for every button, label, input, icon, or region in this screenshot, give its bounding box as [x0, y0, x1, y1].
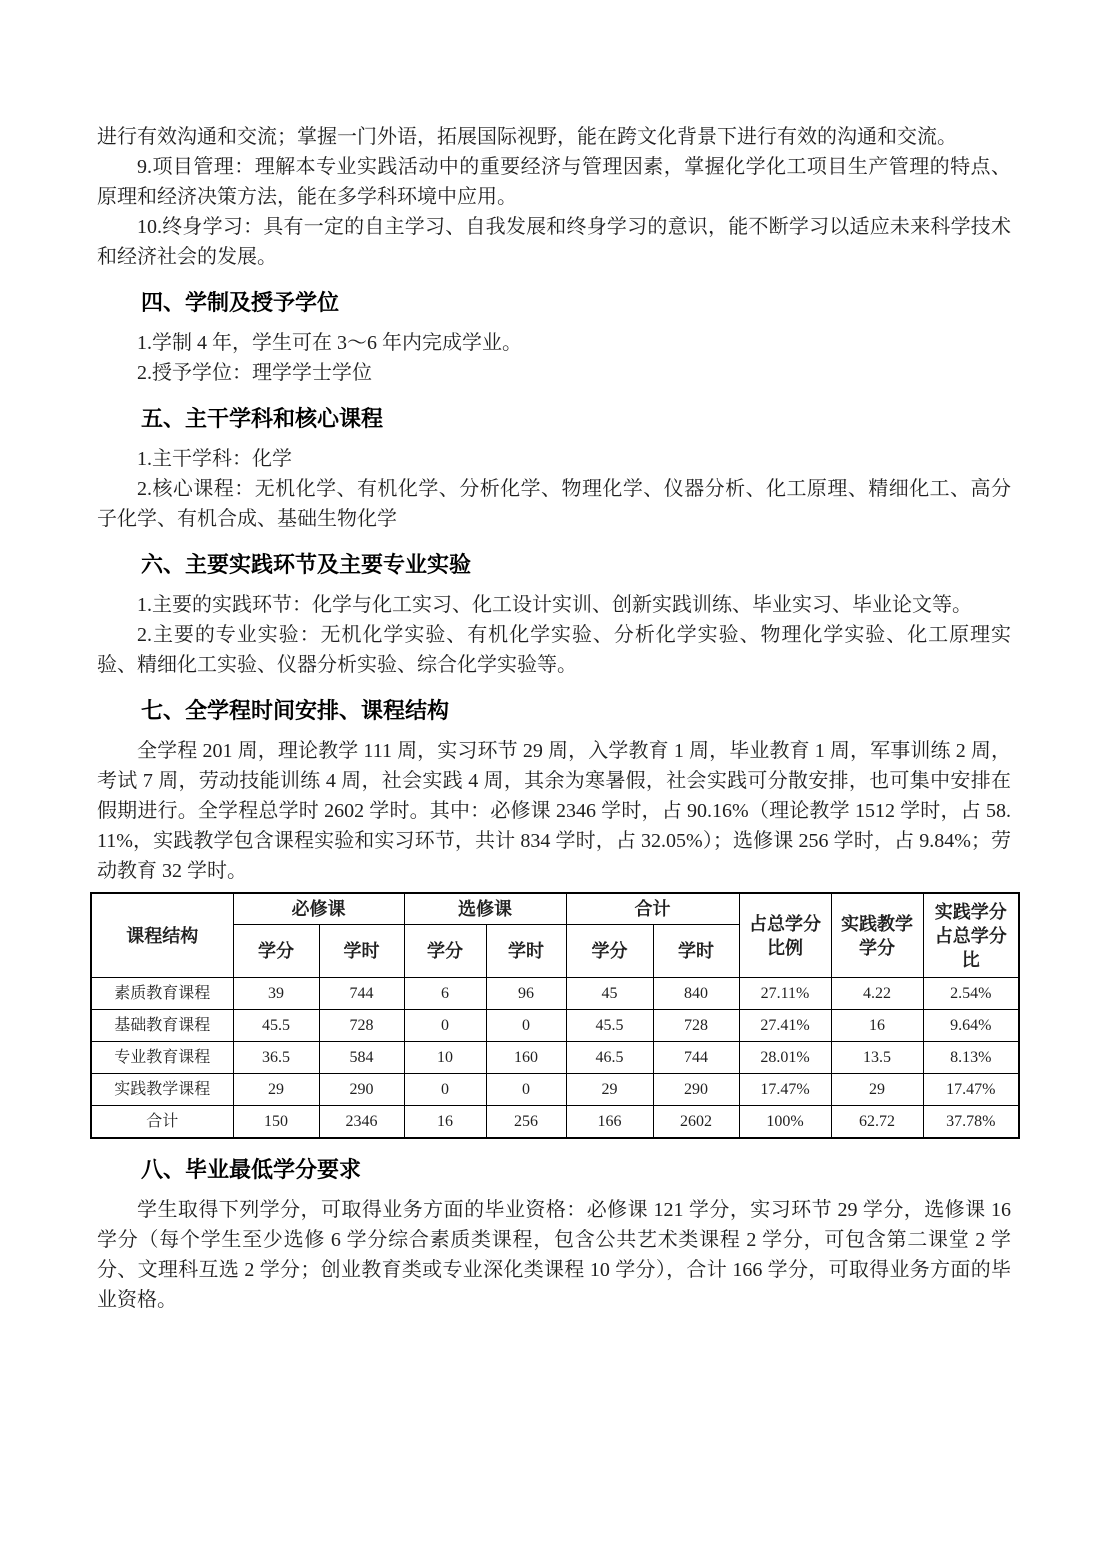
subheader-credits: 学分 — [566, 925, 653, 978]
table-cell: 840 — [653, 978, 739, 1010]
section-heading-6: 六、主要实践环节及主要专业实验 — [141, 552, 472, 577]
subheader-hours: 学时 — [319, 925, 404, 978]
table-cell: 96 — [486, 978, 566, 1010]
sec4-paragraph-2: 2.授予学位：理学学士学位 — [137, 362, 372, 384]
header-total: 合计 — [566, 893, 739, 925]
header-practice-credit-pct: 实践学分占总学分比 — [923, 893, 1019, 978]
header-required-courses: 必修课 — [233, 893, 404, 925]
table-cell: 45 — [566, 978, 653, 1010]
table-cell: 100% — [739, 1106, 831, 1139]
table-cell: 46.5 — [566, 1042, 653, 1074]
table-cell: 728 — [653, 1010, 739, 1042]
header-practice-teaching-credits: 实践教学学分 — [831, 893, 923, 978]
subheader-hours: 学时 — [653, 925, 739, 978]
row-label: 实践教学课程 — [91, 1074, 233, 1106]
table-row-total — [91, 1106, 1019, 1139]
table-cell: 13.5 — [831, 1042, 923, 1074]
table-row — [91, 1042, 1019, 1074]
table-cell: 62.72 — [831, 1106, 923, 1139]
table-cell: 584 — [319, 1042, 404, 1074]
body-paragraph-continuation: 进行有效沟通和交流；掌握一门外语，拓展国际视野，能在跨文化背景下进行有效的沟通和交流。 — [97, 126, 957, 148]
row-label: 合计 — [91, 1106, 233, 1139]
sec6-paragraph-1: 1.主要的实践环节：化学与化工实习、化工设计实训、创新实践训练、毕业实习、毕业论文等。 — [137, 594, 972, 616]
table-cell: 166 — [566, 1106, 653, 1139]
body-paragraph-item10: 10.终身学习：具有一定的自主学习、自我发展和终身学习的意识，能不断学习以适应未来科学技术和经济社会的发展。 — [97, 216, 1011, 268]
table-cell: 27.41% — [739, 1010, 831, 1042]
table-cell: 0 — [486, 1010, 566, 1042]
table-cell: 0 — [404, 1010, 486, 1042]
table-cell: 27.11% — [739, 978, 831, 1010]
sec8-paragraph-1: 学生取得下列学分，可取得业务方面的毕业资格：必修课 121 学分，实习环节 29 学分，选修课 16 学分（每个学生至少选修 6 学分综合素质类课程，包含公共艺术类课程 2 学分，可包含第二课堂 2 学分、文理科互选 2 学分；创业教育类或专业深化类课程 10 学分），合计 166 学分，可取得业务方面的毕业资格。 — [97, 1199, 1011, 1311]
section-heading-7: 七、全学程时间安排、课程结构 — [141, 698, 450, 723]
table-cell: 29 — [831, 1074, 923, 1106]
table-cell: 17.47% — [923, 1074, 1019, 1106]
header-course-structure: 课程结构 — [91, 893, 233, 978]
table-cell: 10 — [404, 1042, 486, 1074]
table-cell: 0 — [486, 1074, 566, 1106]
table-row — [91, 978, 1019, 1010]
sec7-paragraph-1: 全学程 201 周，理论教学 111 周，实习环节 29 周，入学教育 1 周，毕业教育 1 周，军事训练 2 周，考试 7 周，劳动技能训练 4 周，社会实践 4 周，其余为寒暑假，社会实践可分散安排，也可集中安排在假期进行。全学程总学时 2602 学时。其中：必修课 2346 学时，占 90.16%（理论教学 1512 学时，占 58.11%，实践教学包含课程实验和实习环节，共计 834 学时，占 32.05%）；选修课 256 学时，占 9.84%；劳动教育 32 学时。 — [97, 740, 1011, 882]
table-cell: 150 — [233, 1106, 319, 1139]
table-cell: 744 — [653, 1042, 739, 1074]
header-elective-courses: 选修课 — [404, 893, 566, 925]
course-structure-table — [90, 892, 1020, 1139]
table-cell: 16 — [831, 1010, 923, 1042]
table-cell: 290 — [653, 1074, 739, 1106]
table-cell: 8.13% — [923, 1042, 1019, 1074]
sec6-paragraph-2: 2.主要的专业实验：无机化学实验、有机化学实验、分析化学实验、物理化学实验、化工原理实验、精细化工实验、仪器分析实验、综合化学实验等。 — [97, 624, 1011, 676]
table-header-row-groups — [91, 893, 1019, 925]
table-cell: 256 — [486, 1106, 566, 1139]
table-cell: 2346 — [319, 1106, 404, 1139]
section-heading-4: 四、学制及授予学位 — [141, 290, 340, 315]
row-label: 专业教育课程 — [91, 1042, 233, 1074]
table-cell: 45.5 — [233, 1010, 319, 1042]
body-paragraph-item9: 9.项目管理：理解本专业实践活动中的重要经济与管理因素，掌握化学化工项目生产管理的特点、原理和经济决策方法，能在多学科环境中应用。 — [97, 156, 1011, 208]
table-cell: 39 — [233, 978, 319, 1010]
table-cell: 29 — [233, 1074, 319, 1106]
table-cell: 36.5 — [233, 1042, 319, 1074]
table-cell: 728 — [319, 1010, 404, 1042]
row-label: 基础教育课程 — [91, 1010, 233, 1042]
table-cell: 744 — [319, 978, 404, 1010]
table-row — [91, 1074, 1019, 1106]
table-cell: 37.78% — [923, 1106, 1019, 1139]
table-cell: 2602 — [653, 1106, 739, 1139]
table-cell: 45.5 — [566, 1010, 653, 1042]
subheader-credits: 学分 — [404, 925, 486, 978]
table-cell: 0 — [404, 1074, 486, 1106]
table-cell: 2.54% — [923, 978, 1019, 1010]
table-cell: 6 — [404, 978, 486, 1010]
row-label: 素质教育课程 — [91, 978, 233, 1010]
table-cell: 290 — [319, 1074, 404, 1106]
table-cell: 29 — [566, 1074, 653, 1106]
subheader-hours: 学时 — [486, 925, 566, 978]
table-cell: 9.64% — [923, 1010, 1019, 1042]
subheader-credits: 学分 — [233, 925, 319, 978]
sec5-paragraph-2: 2.核心课程：无机化学、有机化学、分析化学、物理化学、仪器分析、化工原理、精细化工、高分子化学、有机合成、基础生物化学 — [97, 478, 1011, 530]
table-cell: 4.22 — [831, 978, 923, 1010]
section-heading-8: 八、毕业最低学分要求 — [141, 1157, 362, 1182]
table-cell: 17.47% — [739, 1074, 831, 1106]
sec5-paragraph-1: 1.主干学科：化学 — [137, 448, 292, 470]
header-pct-of-total-credits: 占总学分比例 — [739, 893, 831, 978]
sec4-paragraph-1: 1.学制 4 年，学生可在 3～6 年内完成学业。 — [137, 332, 522, 354]
table-cell: 16 — [404, 1106, 486, 1139]
table-cell: 160 — [486, 1042, 566, 1074]
section-heading-5: 五、主干学科和核心课程 — [141, 406, 384, 431]
table-row — [91, 1010, 1019, 1042]
table-cell: 28.01% — [739, 1042, 831, 1074]
